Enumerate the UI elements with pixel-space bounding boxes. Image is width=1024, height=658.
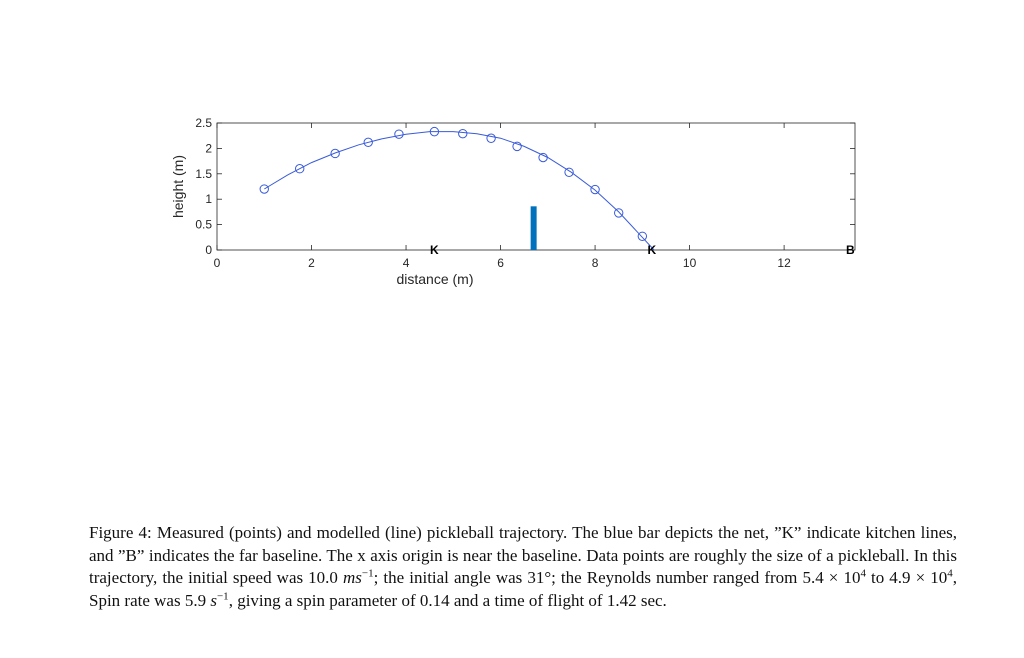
net-bar (531, 206, 537, 250)
x-tick-label: 0 (213, 256, 221, 270)
caption-part3: to 4.9 × 10 (865, 568, 948, 588)
x-tick-label: 12 (777, 256, 791, 270)
x-tick-label: 8 (591, 256, 599, 270)
y-tick-label: 1 (205, 192, 212, 207)
x-tick-label: 6 (497, 256, 504, 270)
caption-part5: , giving a spin parameter of 0.14 and a time of flight of 1.42 sec. (228, 590, 667, 610)
data-point (539, 153, 547, 161)
court-marker-label: K (430, 243, 439, 257)
caption-label: Figure 4: (89, 523, 152, 542)
model-line (264, 132, 654, 250)
data-point (395, 130, 403, 138)
figure-caption (89, 522, 957, 612)
data-point (260, 185, 268, 193)
caption-part4: , Spin rate was 5.9 (89, 568, 958, 610)
caption-spin-exp: −1 (216, 590, 229, 603)
caption-part2: ; the initial angle was 31°; the Reynolds number ranged from 5.4 × 10 (373, 568, 861, 588)
trajectory-chart (0, 0, 1024, 320)
trajectory-figure (0, 0, 1024, 320)
court-marker-label: B (845, 243, 855, 257)
data-point (459, 129, 467, 137)
x-axis-label: distance (m) (396, 271, 474, 287)
caption-speed-unit: ms (343, 568, 362, 588)
data-point (638, 232, 646, 240)
caption-speed-exp: −1 (361, 567, 374, 580)
y-tick-label: 2.5 (195, 116, 212, 130)
court-marker-label: K (647, 243, 657, 257)
y-tick-label: 2 (205, 141, 212, 156)
x-tick-label: 2 (308, 256, 315, 270)
y-tick-label: 0 (205, 243, 212, 257)
y-tick-label: 1.5 (195, 166, 212, 181)
caption-spin-unit: s (210, 590, 217, 610)
data-point (615, 209, 623, 217)
x-tick-label: 10 (682, 256, 697, 270)
caption-re-exp1: 4 (860, 567, 866, 580)
caption-part1: Measured (points) and modelled (line) pickleball trajectory. The blue bar depicts the net, ”K” indicate kitchen lines, and ”B” indicates the far baseline. The x axis origin is near the baseline. Data points are roughly the size of a pickleball. In this trajectory, the initial speed was 10.0 (89, 523, 957, 588)
x-tick-label: 4 (402, 256, 410, 270)
y-tick-label: 0.5 (195, 217, 212, 232)
y-axis-label: height (m) (170, 154, 186, 219)
caption-re-exp2: 4 (947, 567, 953, 580)
data-point (487, 134, 495, 142)
